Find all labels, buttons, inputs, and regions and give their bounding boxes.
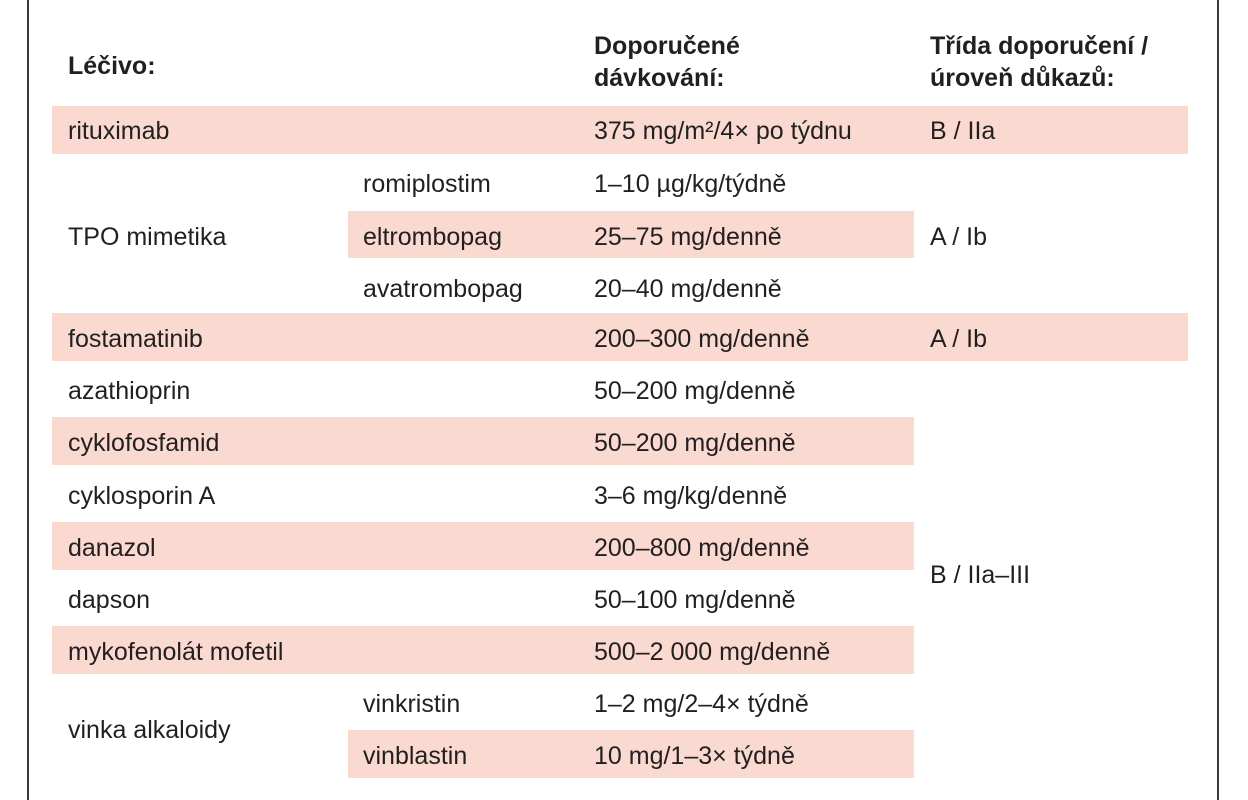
class-fostamatinib: A / Ib (930, 325, 987, 353)
header-class-line1: Třída doporučení / (930, 32, 1149, 60)
drug-cyklosporin-a: cyklosporin A (68, 482, 216, 510)
drug-dapson: dapson (68, 586, 151, 614)
dosage-avatrombopag: 20–40 mg/denně (594, 275, 782, 303)
drug-fostamatinib: fostamatinib (68, 325, 203, 353)
class-tpo-mimetika: A / Ib (930, 223, 987, 251)
dosage-dapson: 50–100 mg/denně (594, 586, 796, 614)
dosage-romiplostim: 1–10 µg/kg/týdně (594, 170, 787, 198)
drug-cyklofosfamid: cyklofosfamid (68, 429, 220, 457)
drug-tpo-mimetika: TPO mimetika (68, 223, 227, 251)
dosage-vinkristin: 1–2 mg/2–4× týdně (594, 690, 809, 718)
drug-azathioprin: azathioprin (68, 377, 191, 405)
dosage-rituximab: 375 mg/m²/4× po týdnu (594, 117, 852, 145)
header-dosage-line1: Doporučené (594, 32, 740, 60)
drug-mykofenolat-mofetil: mykofenolát mofetil (68, 638, 284, 666)
dosage-eltrombopag: 25–75 mg/denně (594, 223, 782, 251)
dosage-vinblastin: 10 mg/1–3× týdně (594, 742, 795, 770)
drug-vinka-alkaloidy: vinka alkaloidy (68, 716, 231, 744)
dosage-fostamatinib: 200–300 mg/denně (594, 325, 810, 353)
drug-danazol: danazol (68, 534, 156, 562)
dosage-cyklosporin-a: 3–6 mg/kg/denně (594, 482, 788, 510)
class-group-b-iia-iii: B / IIa–III (930, 561, 1031, 589)
sub-vinblastin: vinblastin (363, 742, 468, 770)
class-rituximab: B / IIa (930, 117, 996, 145)
drug-rituximab: rituximab (68, 117, 170, 145)
dosage-mykofenolat-mofetil: 500–2 000 mg/denně (594, 638, 831, 666)
header-dosage-line2: dávkování: (594, 64, 725, 92)
sub-vinkristin: vinkristin (363, 690, 461, 718)
sub-avatrombopag: avatrombopag (363, 275, 523, 303)
header-class-line2: úroveň důkazů: (930, 64, 1115, 92)
dosage-cyklofosfamid: 50–200 mg/denně (594, 429, 796, 457)
dosage-azathioprin: 50–200 mg/denně (594, 377, 796, 405)
header-drug: Léčivo: (68, 52, 156, 80)
sub-eltrombopag: eltrombopag (363, 223, 502, 251)
sub-romiplostim: romiplostim (363, 170, 491, 198)
dosage-danazol: 200–800 mg/denně (594, 534, 810, 562)
